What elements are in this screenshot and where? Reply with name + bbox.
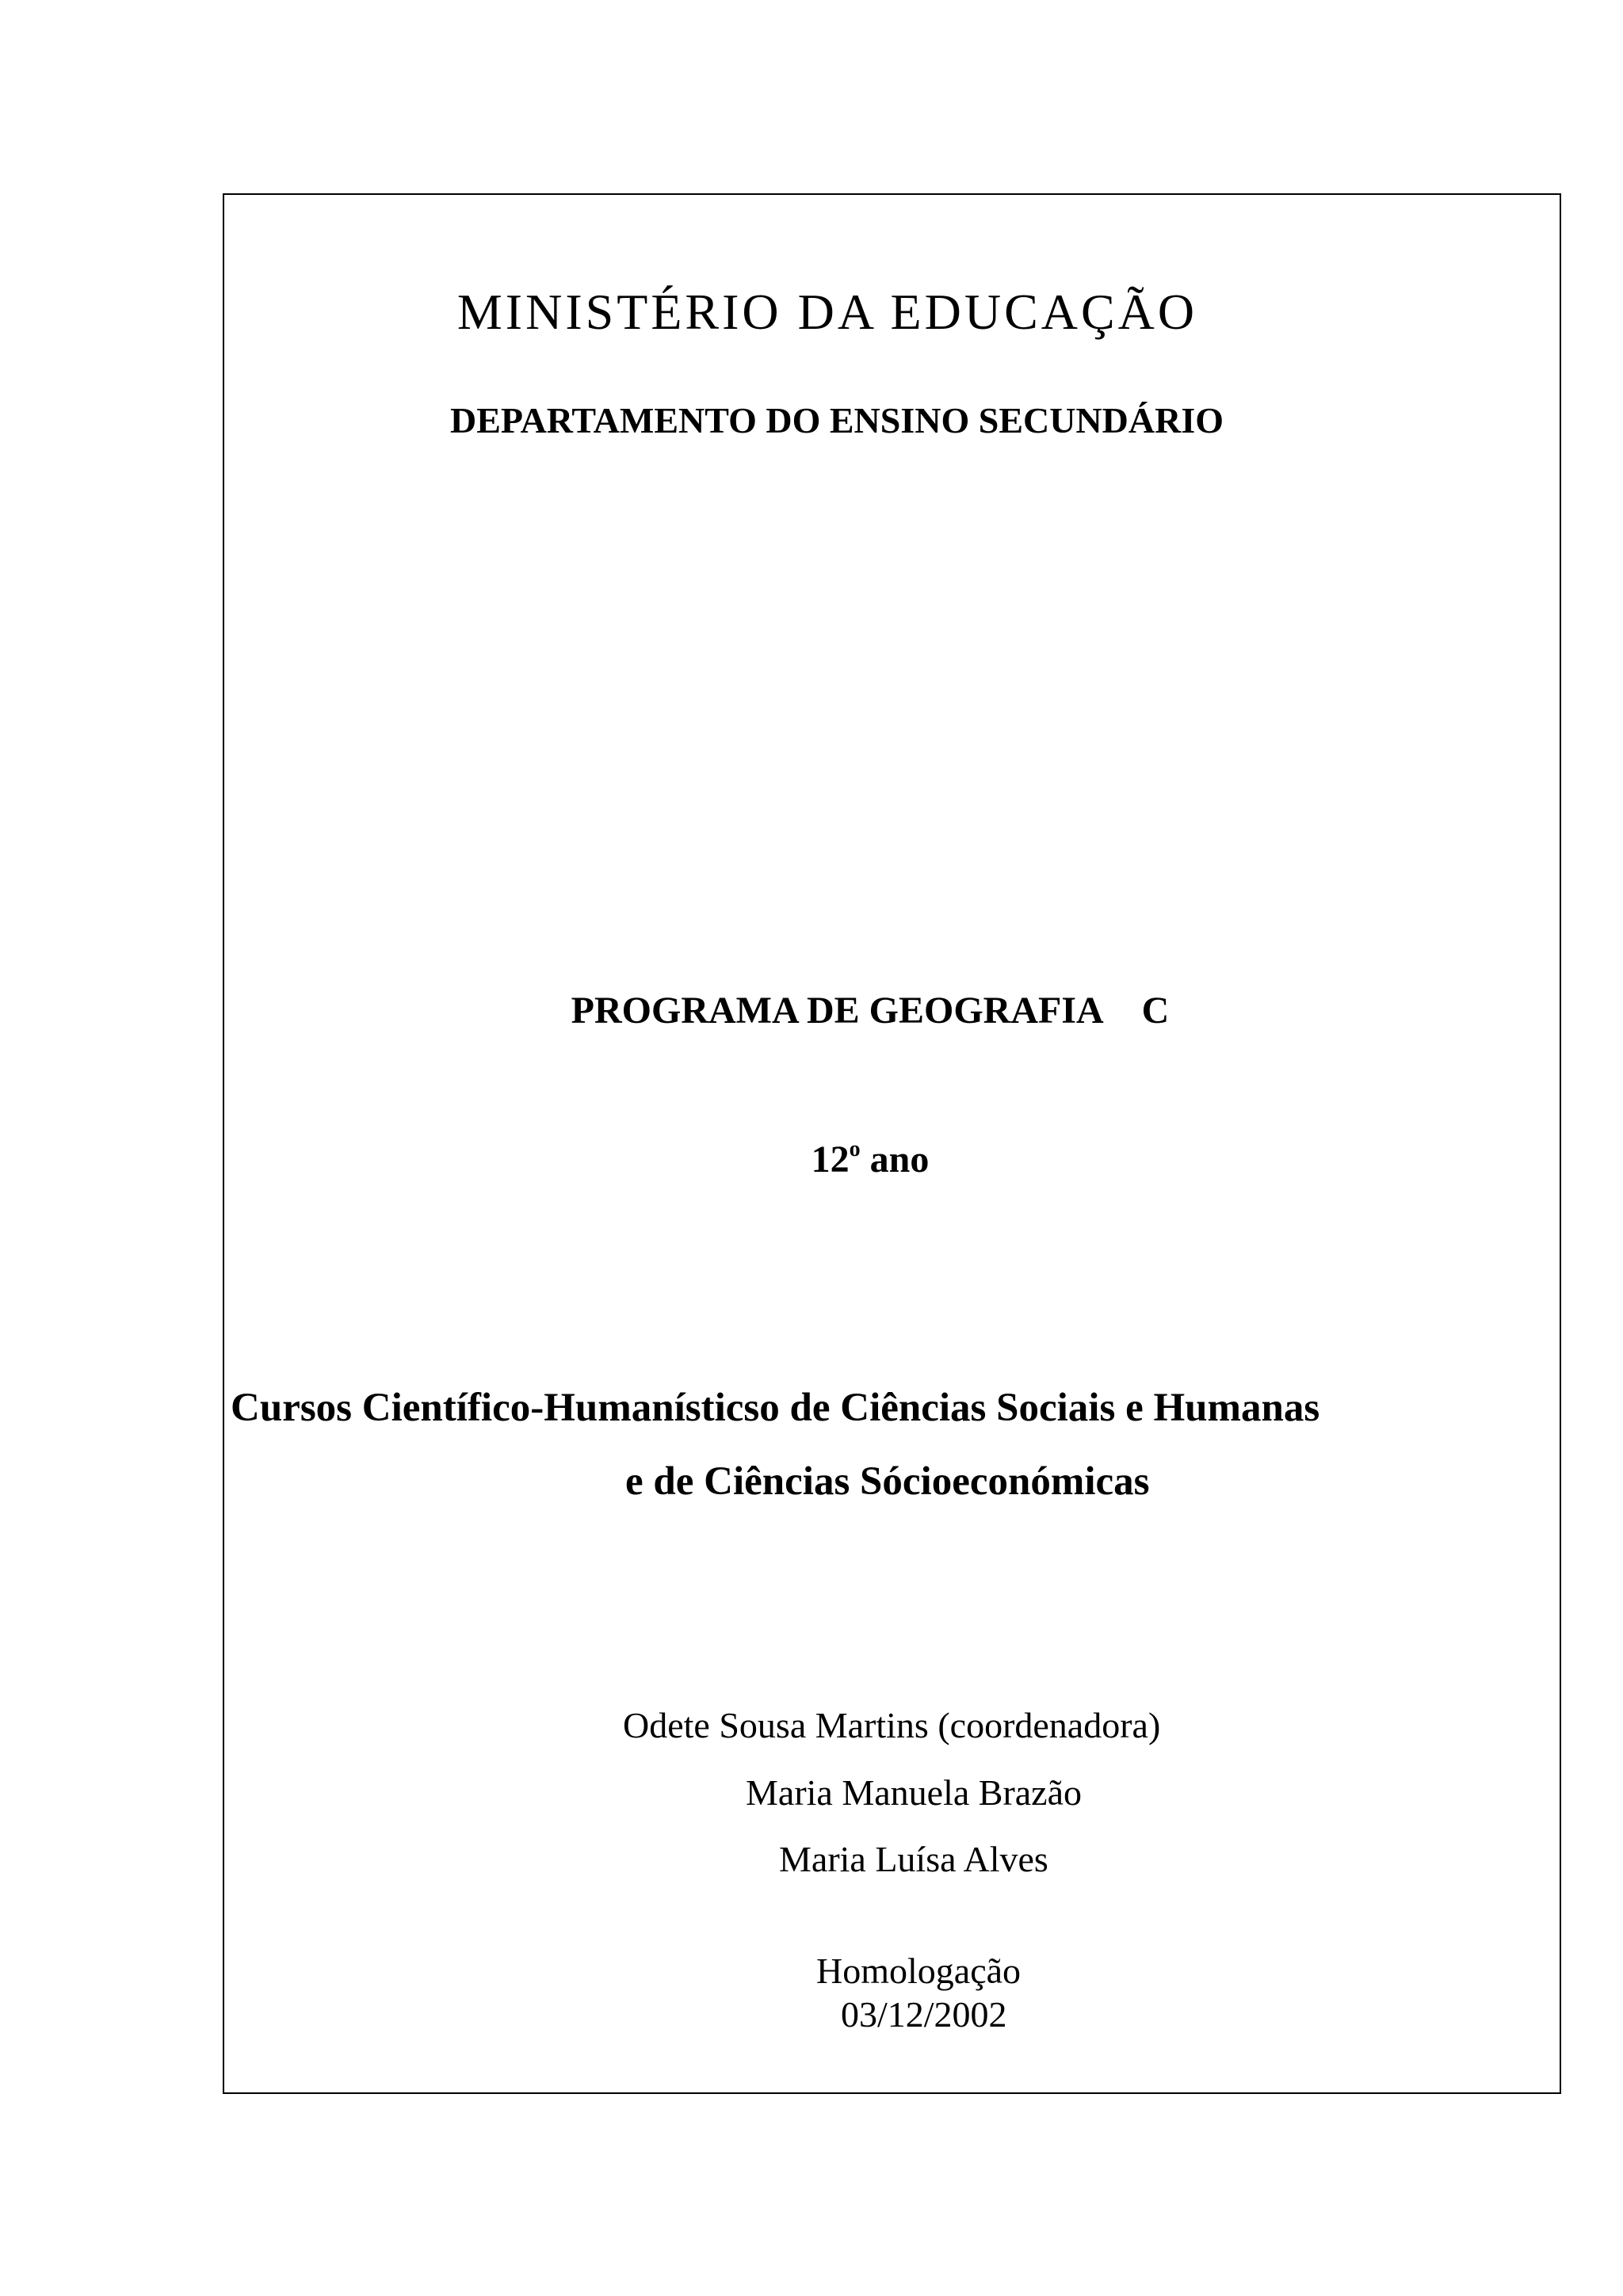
year-ordinal: o: [849, 1137, 861, 1161]
author-coordinator: Odete Sousa Martins (coordenadora): [623, 1705, 1161, 1745]
program-title: [59, 992, 1623, 1030]
year-word: ano: [869, 1138, 930, 1180]
ministry-title: MINISTÉRIO DA EDUCAÇÃO: [456, 284, 1198, 340]
approval-label: Homologação: [816, 1951, 1022, 1991]
program-name: PROGRAMA DE GEOGRAFIA: [571, 990, 1104, 1032]
author-2: Maria Manuela Brazão: [746, 1772, 1083, 1813]
school-year: [59, 1137, 1623, 1180]
program-letter: C: [1141, 990, 1170, 1032]
courses-line-2: e de Ciências Sócioeconómicas: [625, 1459, 1150, 1504]
courses-line-1: Cursos Científico-Humanísticso de Ciências Sociais e Humanas: [231, 1386, 1320, 1430]
author-3: Maria Luísa Alves: [779, 1839, 1048, 1879]
approval-date: 03/12/2002: [841, 1994, 1007, 2035]
year-number: 12: [811, 1138, 850, 1180]
department-title: DEPARTAMENTO DO ENSINO SECUNDÁRIO: [450, 400, 1224, 441]
